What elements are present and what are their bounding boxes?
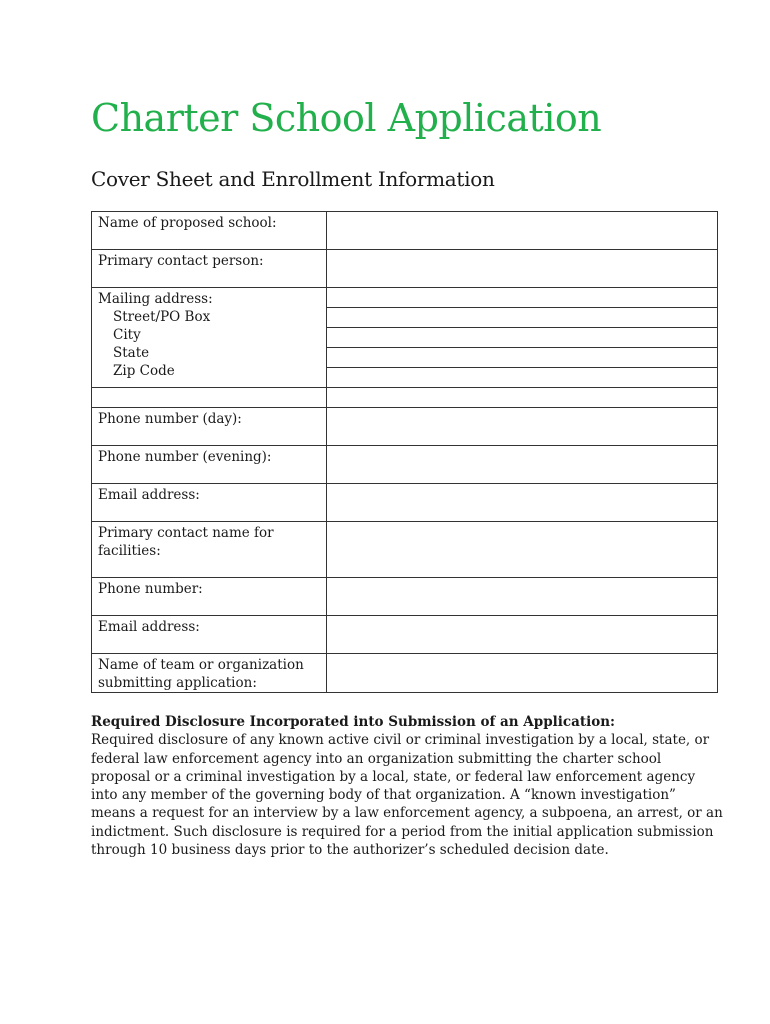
facilities-email-field[interactable] (327, 616, 718, 654)
label-cell (92, 484, 327, 522)
label-cell (92, 616, 327, 654)
form-row-phone-evening (92, 446, 718, 484)
form-row-mailing-street (92, 288, 718, 308)
label-cell (92, 212, 327, 250)
street-field[interactable] (327, 308, 718, 328)
form-row-school-name (92, 212, 718, 250)
email-field[interactable] (327, 484, 718, 522)
label-cell (92, 250, 327, 288)
disclosure-line: means a request for an interview by a law enforcement agency, a subpoena, an arrest, or an (91, 805, 723, 822)
mailing-address-field[interactable] (327, 288, 718, 308)
disclosure-line: indictment. Such disclosure is required for a period from the initial application submission (91, 823, 714, 840)
label-cell (92, 578, 327, 616)
form-row-facilities-email (92, 616, 718, 654)
team-name-field[interactable] (327, 654, 718, 693)
phone-day-label: Phone number (day): (98, 411, 242, 427)
zip-code-label: Zip Code (113, 363, 175, 379)
mailing-address-label: Mailing address: (98, 291, 213, 307)
disclosure-section (91, 713, 723, 859)
phone-day-field[interactable] (327, 408, 718, 446)
phone-evening-label: Phone number (evening): (98, 449, 272, 465)
school-name-field[interactable] (327, 212, 718, 250)
blank-field[interactable] (327, 388, 718, 408)
page-title: Charter School Application (91, 96, 602, 140)
team-name-label-line2: submitting application: (98, 675, 257, 691)
street-label: Street/PO Box (113, 309, 211, 325)
blank-label-cell (92, 388, 327, 408)
zip-code-field[interactable] (327, 368, 718, 388)
form-row-facilities-phone (92, 578, 718, 616)
facilities-contact-label-line1: Primary contact name for (98, 525, 274, 541)
cover-sheet-form (91, 211, 718, 693)
facilities-email-label: Email address: (98, 619, 200, 635)
label-cell (92, 522, 327, 578)
page-subtitle: Cover Sheet and Enrollment Information (91, 167, 495, 191)
state-field[interactable] (327, 348, 718, 368)
form-row-team-name (92, 654, 718, 693)
school-name-label: Name of proposed school: (98, 215, 277, 231)
disclosure-line: through 10 business days prior to the authorizer’s scheduled decision date. (91, 842, 609, 859)
facilities-phone-field[interactable] (327, 578, 718, 616)
phone-evening-field[interactable] (327, 446, 718, 484)
disclosure-line: Required disclosure of any known active civil or criminal investigation by a local, state, or (91, 732, 710, 749)
city-field[interactable] (327, 328, 718, 348)
disclosure-line: proposal or a criminal investigation by a local, state, or federal law enforcement agency (91, 768, 696, 785)
form-row-phone-day (92, 408, 718, 446)
primary-contact-field[interactable] (327, 250, 718, 288)
form-row-email (92, 484, 718, 522)
label-cell (92, 408, 327, 446)
form-row-blank (92, 388, 718, 408)
facilities-contact-field[interactable] (327, 522, 718, 578)
mailing-address-label-cell (92, 288, 327, 388)
disclosure-heading: Required Disclosure Incorporated into Submission of an Application: (91, 714, 616, 730)
label-cell (92, 654, 327, 693)
label-cell (92, 446, 327, 484)
team-name-label-line1: Name of team or organization (98, 657, 304, 673)
state-label: State (113, 345, 150, 361)
facilities-phone-label: Phone number: (98, 581, 203, 597)
form-row-primary-contact (92, 250, 718, 288)
city-label: City (113, 327, 141, 343)
disclosure-line: into any member of the governing body of that organization. A “known investigation” (91, 787, 676, 804)
form-row-facilities-contact (92, 522, 718, 578)
disclosure-line: federal law enforcement agency into an organization submitting the charter school (91, 750, 662, 767)
primary-contact-label: Primary contact person: (98, 253, 264, 269)
email-label: Email address: (98, 487, 200, 503)
facilities-contact-label-line2: facilities: (98, 543, 161, 559)
